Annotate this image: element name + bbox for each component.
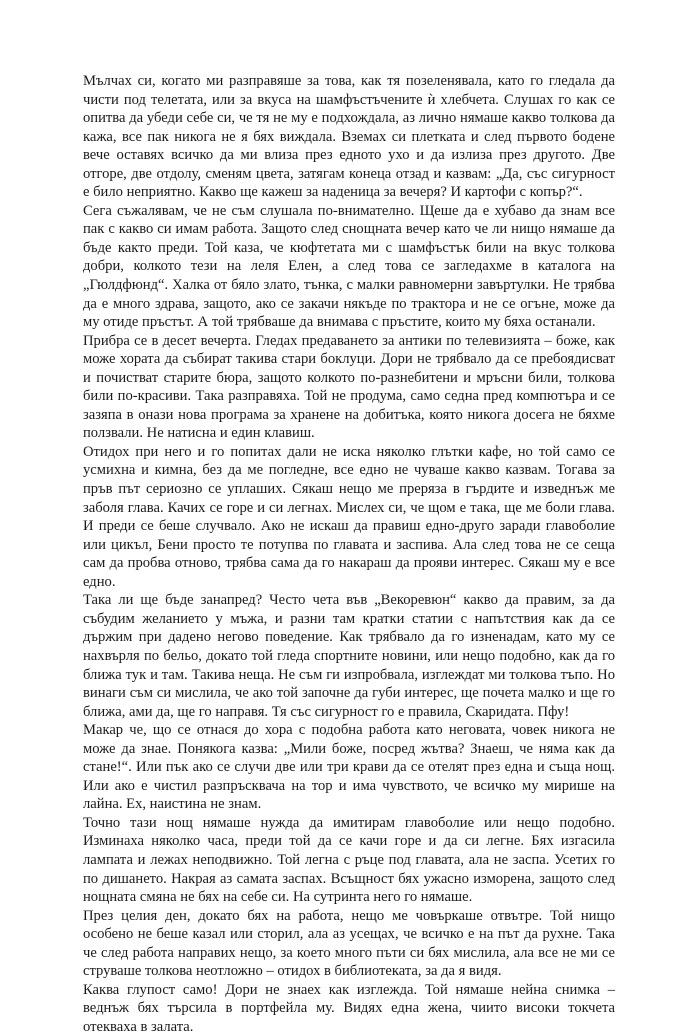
paragraph: Макар че, що се отнася до хора с подобна работа като неговата, човек никога не може да знае. Понякога казва: „Мили боже, посред жътва? Знаеш, че няма как да стане!“. Или пък ако се случи две или три крави да се отелят през една и съща нощ. Или ако е чистил разпръсквача на тор и има чувството, че всичко му мирише на лайна. Ех, наистина не знам.: [83, 722, 615, 813]
paragraph: Така ли ще бъде занапред? Често чета във „Векоревюн“ какво да правим, за да събудим желанието у мъжа, и разни там кратки статии с напътствия как да се държим при дадено негово поведение. Как трябвало да го изненадам, като му се нахвърля по бельо, докато той гледа спортните новини, или нещо подобно, как да го ближа тук и там. Такива неща. Не съм ги изпробвала, изглеждат ми толкова тъпо. Но винаги съм си мислила, че ако той започне да губи интерес, ще почета малко и ще го ближа, ами да, ще го направя. Тя със сигурност го е правила, Скаридата. Пфу!: [83, 592, 615, 720]
paragraph: Мълчах си, когато ми разправяше за това, как тя позеленявала, като го гледала да чисти под телетата, или за вкуса на шамфъстъчените ѝ хлебчета. Слушах го как се опитва да убеди себе си, че тя не му е подхождала, аз лично нямаше какво толкова да кажа, все пак никога не я бях виждала. Вземах си плетката и след първото бодене вече оставях всичко да ми влизa през едното ухо и да излиза през другото. Две отгоре, две отдолу, сменям цвета, затягам конеца отзад и казвам: „Да, със сигурност е било неприятно. Какво ще кажеш за наденица за вечеря? И картофи с копър?“.: [83, 73, 615, 201]
document-text-body: [83, 72, 615, 1036]
paragraph: Каква глупост само! Дори не знаех как изглежда. Той нямаше нейна снимка – веднъж бях търсила в портфейла му. Видях една жена, чиито високи токчета отекваха в залата.: [83, 981, 615, 1035]
paragraph: Сега съжалявам, че не съм слушала по-внимателно. Щеше да е хубаво да знам все пак с какво си имам работа. Защото след снощната вечер като че ли нищо нямаше да бъде както преди. Той каза, че кюфтетата ми с шамфъстък били на вкус толкова добри, колкото тези на леля Елен, а след това се загледахме в каталога на „Гюлдфюнд“. Халка от бяло злато, тънка, с малки равномерни завъртулки. Не трябва да е много здрава, защото, ако се закачи някъде по трактора и не се огъне, може да му отиде пръстът. А той трябваше да внимава с пръстите, които му бяха останали.: [83, 202, 615, 331]
paragraph: Прибра се в десет вечерта. Гледах предаването за антики по телевизията – боже, как може хората да събират такива стари боклуци. Дори не трябвало да се пребоядисват и почистват старите бюра, защото колкото по-разнебитени и мръсни били, толкова били по-красиви. Така разправяха. Той не продума, само седна пред компютъра и се зазяпа в онази нова програма за хранене на добитъка, която никога досега не бяхме ползвали. Не натисна и един клавиш.: [83, 332, 615, 442]
paragraph: Отидох при него и го попитах дали не иска няколко глътки кафе, но той само се усмихна и кимна, без да ме погледне, все едно не чуваше какво казвам. Тогава за пръв път сериозно се уплаших. Сякаш нещо ме преряза в гърдите и изведнъж ме заболя глава. Качих се горе и си легнах. Мислех си, че щом е така, ще ме боли глава. И преди се беше случвало. Ако не искаш да правиш едно-друго заради главоболие или цикъл, Бени просто те потупва по главата и заспива. Ала след това не се сеща сам да пробва отново, трябва сама да го накараш да прояви интерес. Сякаш му е все едно.: [83, 443, 615, 590]
paragraph: През целия ден, докато бях на работа, нещо ме човъркаше отвътре. Той нищо особено не беше казал или сторил, ала аз усещах, че всичко е на път да рухне. Така че след работа направих нещо, за което много пъти си бях мислила, ала все не ми се струваше толкова неотложно – отидох в библиотеката, за да я видя.: [83, 907, 615, 980]
paragraph: Точно тази нощ нямаше нужда да имитирам главоболие или нещо подобно. Изминаха няколко часа, преди той да се качи горе и да си легне. Бях изгасила лампата и лежах неподвижно. Той легна с ръце под главата, ала не заспа. Усетих го по дишането. Накрая аз самата заспах. Всъщност бях ужасно изморена, защото след нощната смяна не бях на себе си. На сутринта него го нямаше.: [83, 814, 615, 906]
